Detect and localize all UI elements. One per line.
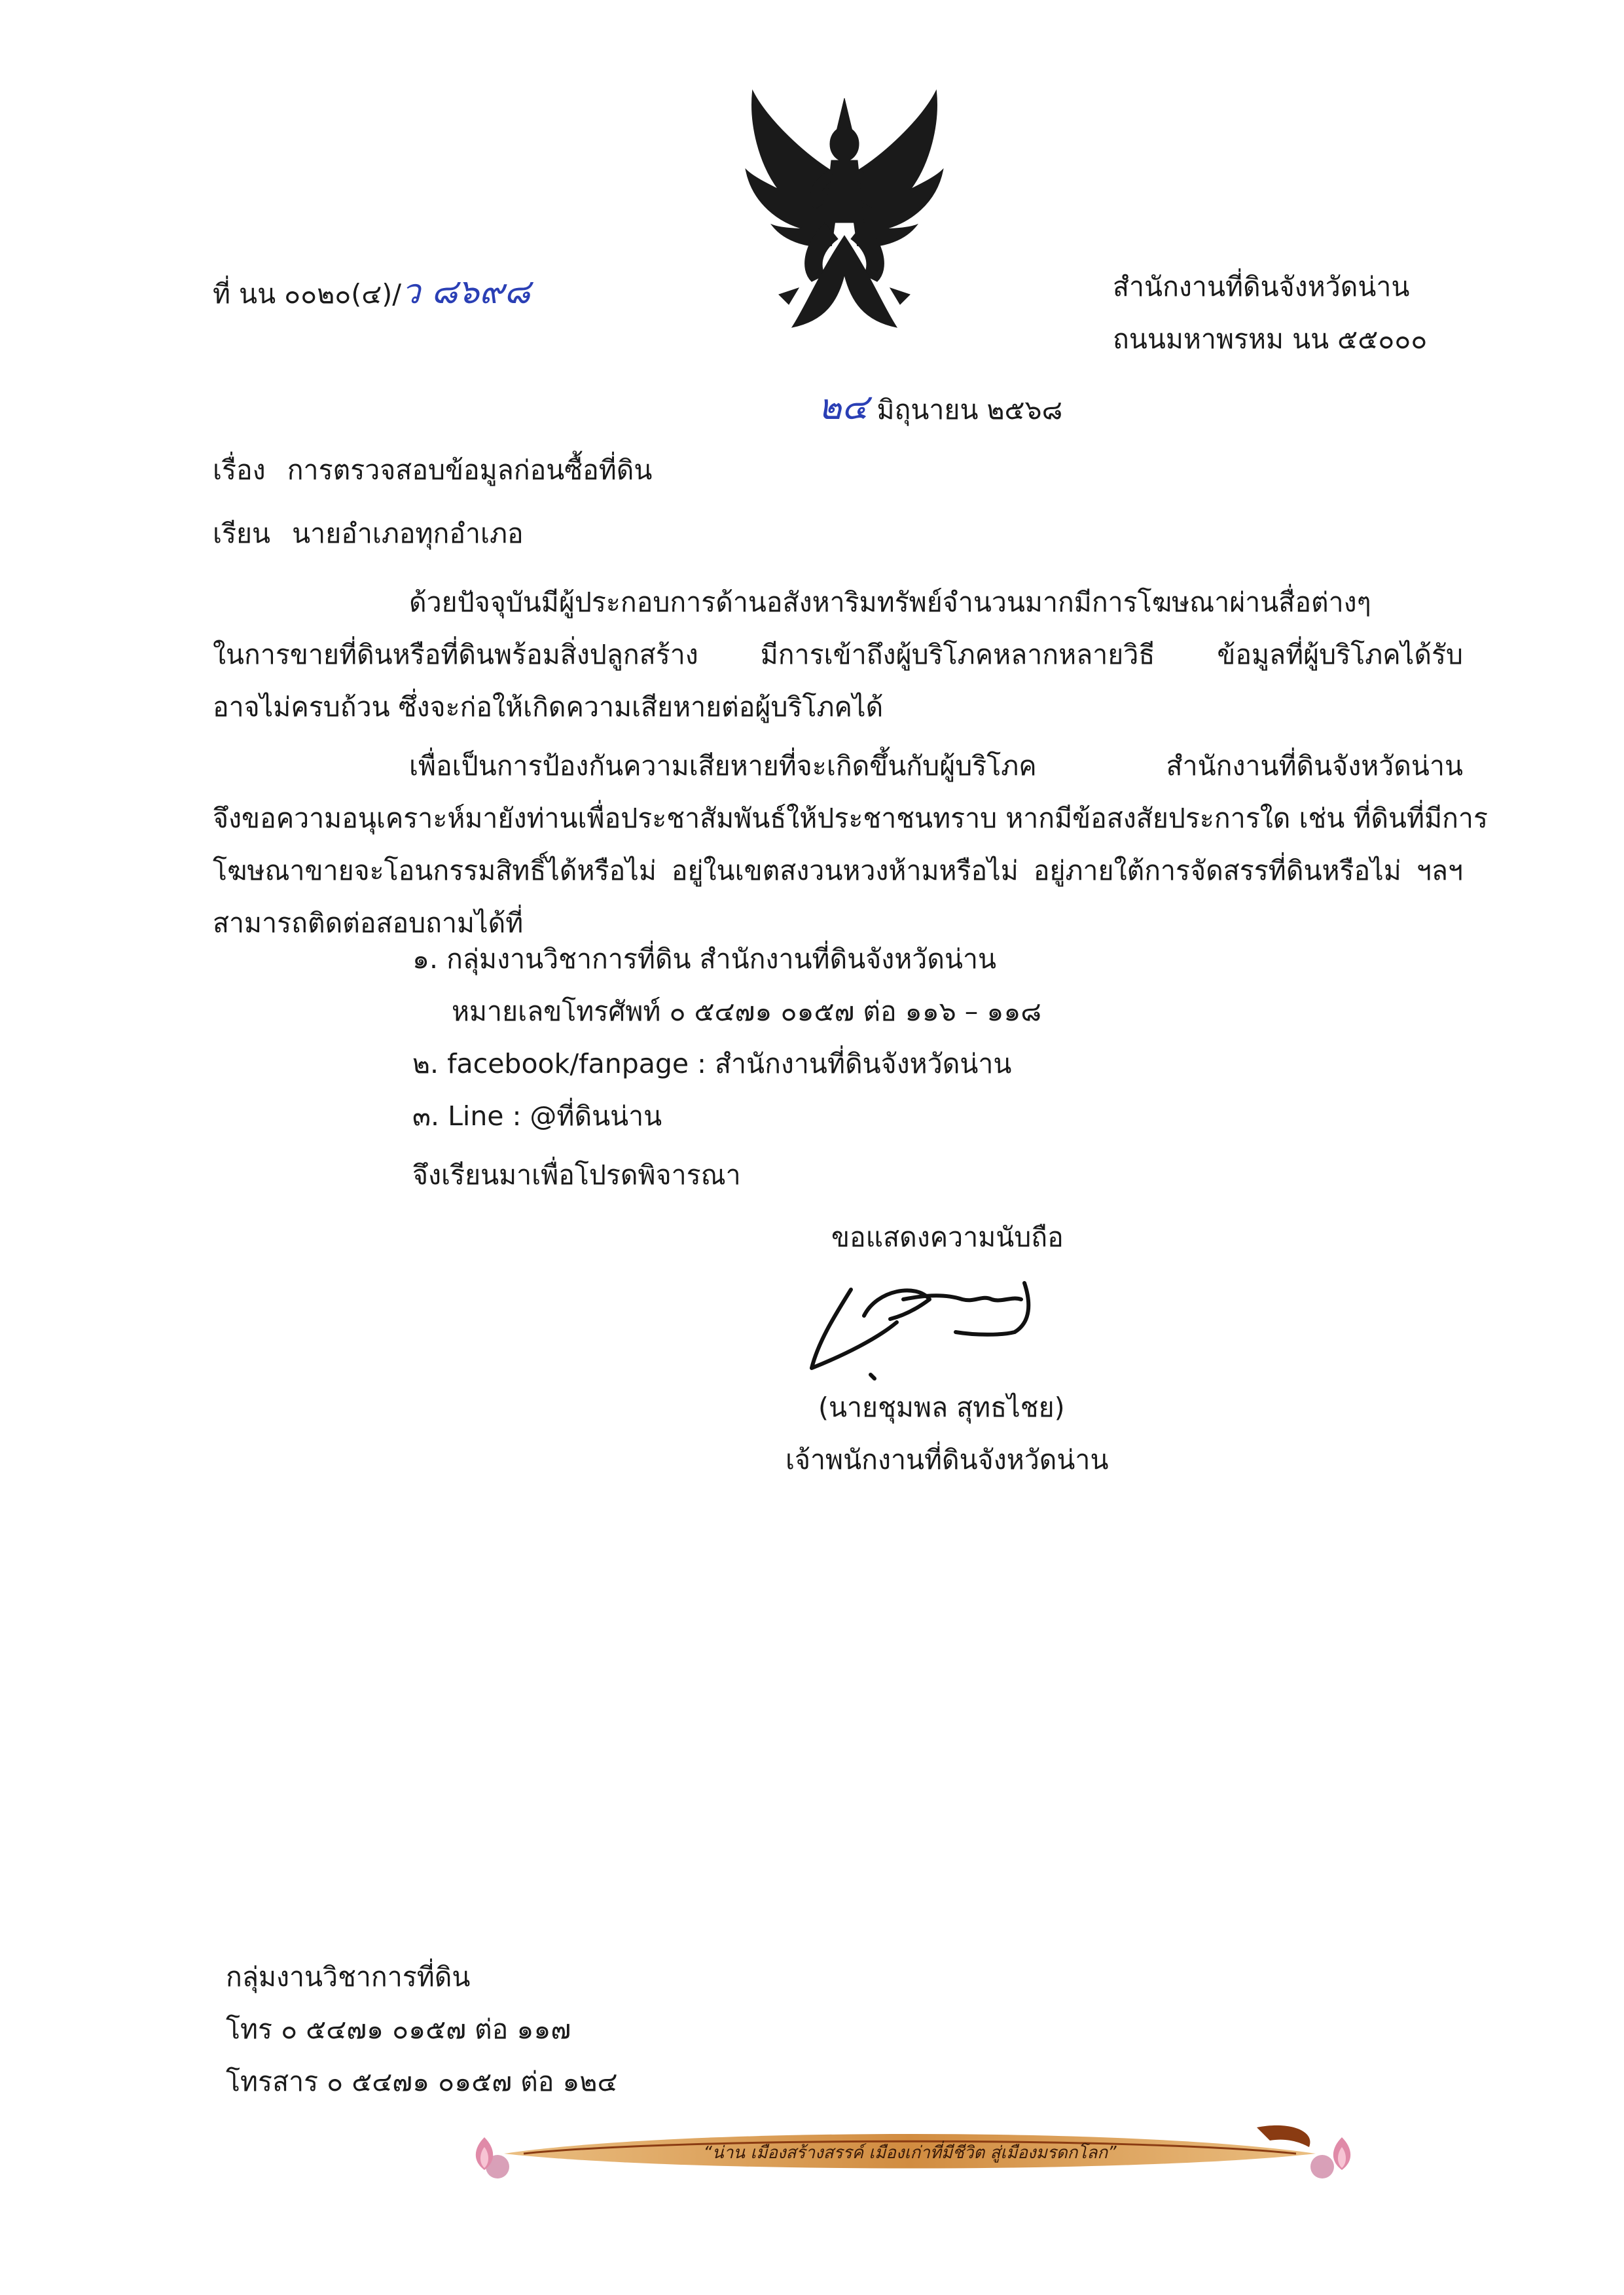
regards-text: ขอแสดงความนับถือ (831, 1221, 1064, 1253)
banner-slogan: “น่าน เมืองสร้างสรรค์ เมืองเก่าที่มีชีวิต สู่เมืองมรดกโลก” (703, 2143, 1117, 2163)
signatory-position: เจ้าพนักงานที่ดินจังหวัดน่าน (785, 1444, 1109, 1475)
garuda-emblem (727, 79, 962, 340)
lotus-left-icon (465, 2134, 504, 2173)
recipient-label: เรียน (213, 518, 271, 549)
contact-item-1-phone: หมายเลขโทรศัพท์ ๐ ๕๔๗๑ ๐๑๕๗ ต่อ ๑๑๖ – ๑๑๘ (452, 996, 1041, 1027)
paragraph-2-line: เพื่อเป็นการป้องกันความเสียหายที่จะเกิดขึ้นกับผู้บริโภค สำนักงานที่ดินจังหวัดน่าน (409, 750, 1463, 782)
signature-icon (805, 1270, 1080, 1381)
paragraph-1-line: ในการขายที่ดินหรือที่ดินพร้อมสิ่งปลูกสร้าง มีการเข้าถึงผู้บริโภคหลากหลายวิธี ข้อมูลที่ผู้บริโภคได้รับ (213, 639, 1463, 670)
paragraph-2 (213, 740, 1488, 949)
paragraph-2-line: สามารถติดต่อสอบถามได้ที่ (213, 907, 524, 939)
paragraph-1 (213, 576, 1463, 733)
footer-fax: โทรสาร ๐ ๕๔๗๑ ๐๑๕๗ ต่อ ๑๒๔ (226, 2066, 618, 2097)
paragraph-2-line: โฆษณาขายจะโอนกรรมสิทธิ์ได้หรือไม่ อยู่ในเขตสงวนหวงห้ามหรือไม่ อยู่ภายใต้การจัดสรรที่ดินหรือไม่ ฯลฯ (213, 855, 1463, 886)
recipient-line (213, 520, 524, 547)
reference-label: ที่ นน ๐๐๒๐(๔)/ (213, 278, 402, 310)
footer-banner (484, 2114, 1335, 2186)
contact-item-1: ๑. กลุ่มงานวิชาการที่ดิน สำนักงานที่ดินจังหวัดน่าน (412, 943, 997, 975)
date-month-year: มิถุนายน ๒๕๖๘ (876, 394, 1063, 425)
reference-number: ว ๘๖๙๘ (401, 272, 531, 312)
subject-line (213, 454, 653, 486)
footer-phone: โทร ๐ ๕๔๗๑ ๐๑๕๗ ต่อ ๑๑๗ (226, 2014, 571, 2045)
office-address: ถนนมหาพรหม นน ๕๕๐๐๐ (1113, 323, 1428, 355)
lotus-right-icon (1322, 2134, 1362, 2173)
contact-item-3: ๓. Line : @ที่ดินน่าน (412, 1100, 662, 1132)
garuda-emblem-icon (727, 79, 962, 340)
subject-text: การตรวจสอบข้อมูลก่อนซื้อที่ดิน (287, 454, 653, 486)
paragraph-2-line: จึงขอความอนุเคราะห์มายังท่านเพื่อประชาสัมพันธ์ให้ประชาชนทราบ หากมีข้อสงสัยประการใด เช่น ที่ดินที่มีการ (213, 803, 1488, 834)
office-name: สำนักงานที่ดินจังหวัดน่าน (1113, 271, 1410, 302)
document-date (818, 386, 1063, 427)
recipient-text: นายอำเภอทุกอำเภอ (292, 518, 524, 549)
closing-line: จึงเรียนมาเพื่อโปรดพิจารณา (412, 1159, 741, 1191)
subject-label: เรื่อง (213, 454, 266, 486)
footer-department: กลุ่มงานวิชาการที่ดิน (226, 1961, 471, 1993)
date-day: ๒๔ (818, 386, 869, 427)
signatory-name: (นายชุมพล สุทธไชย) (818, 1392, 1065, 1423)
handwritten-signature (805, 1270, 1080, 1381)
paragraph-1-line: ด้วยปัจจุบันมีผู้ประกอบการด้านอสังหาริมทรัพย์จำนวนมากมีการโฆษณาผ่านสื่อต่างๆ (409, 587, 1371, 618)
contact-item-2: ๒. facebook/fanpage : สำนักงานที่ดินจังหวัดน่าน (412, 1048, 1012, 1079)
paragraph-1-line: อาจไม่ครบถ้วน ซึ่งจะก่อให้เกิดความเสียหายต่อผู้บริโภคได้ (213, 691, 884, 723)
reference-line (213, 272, 531, 312)
